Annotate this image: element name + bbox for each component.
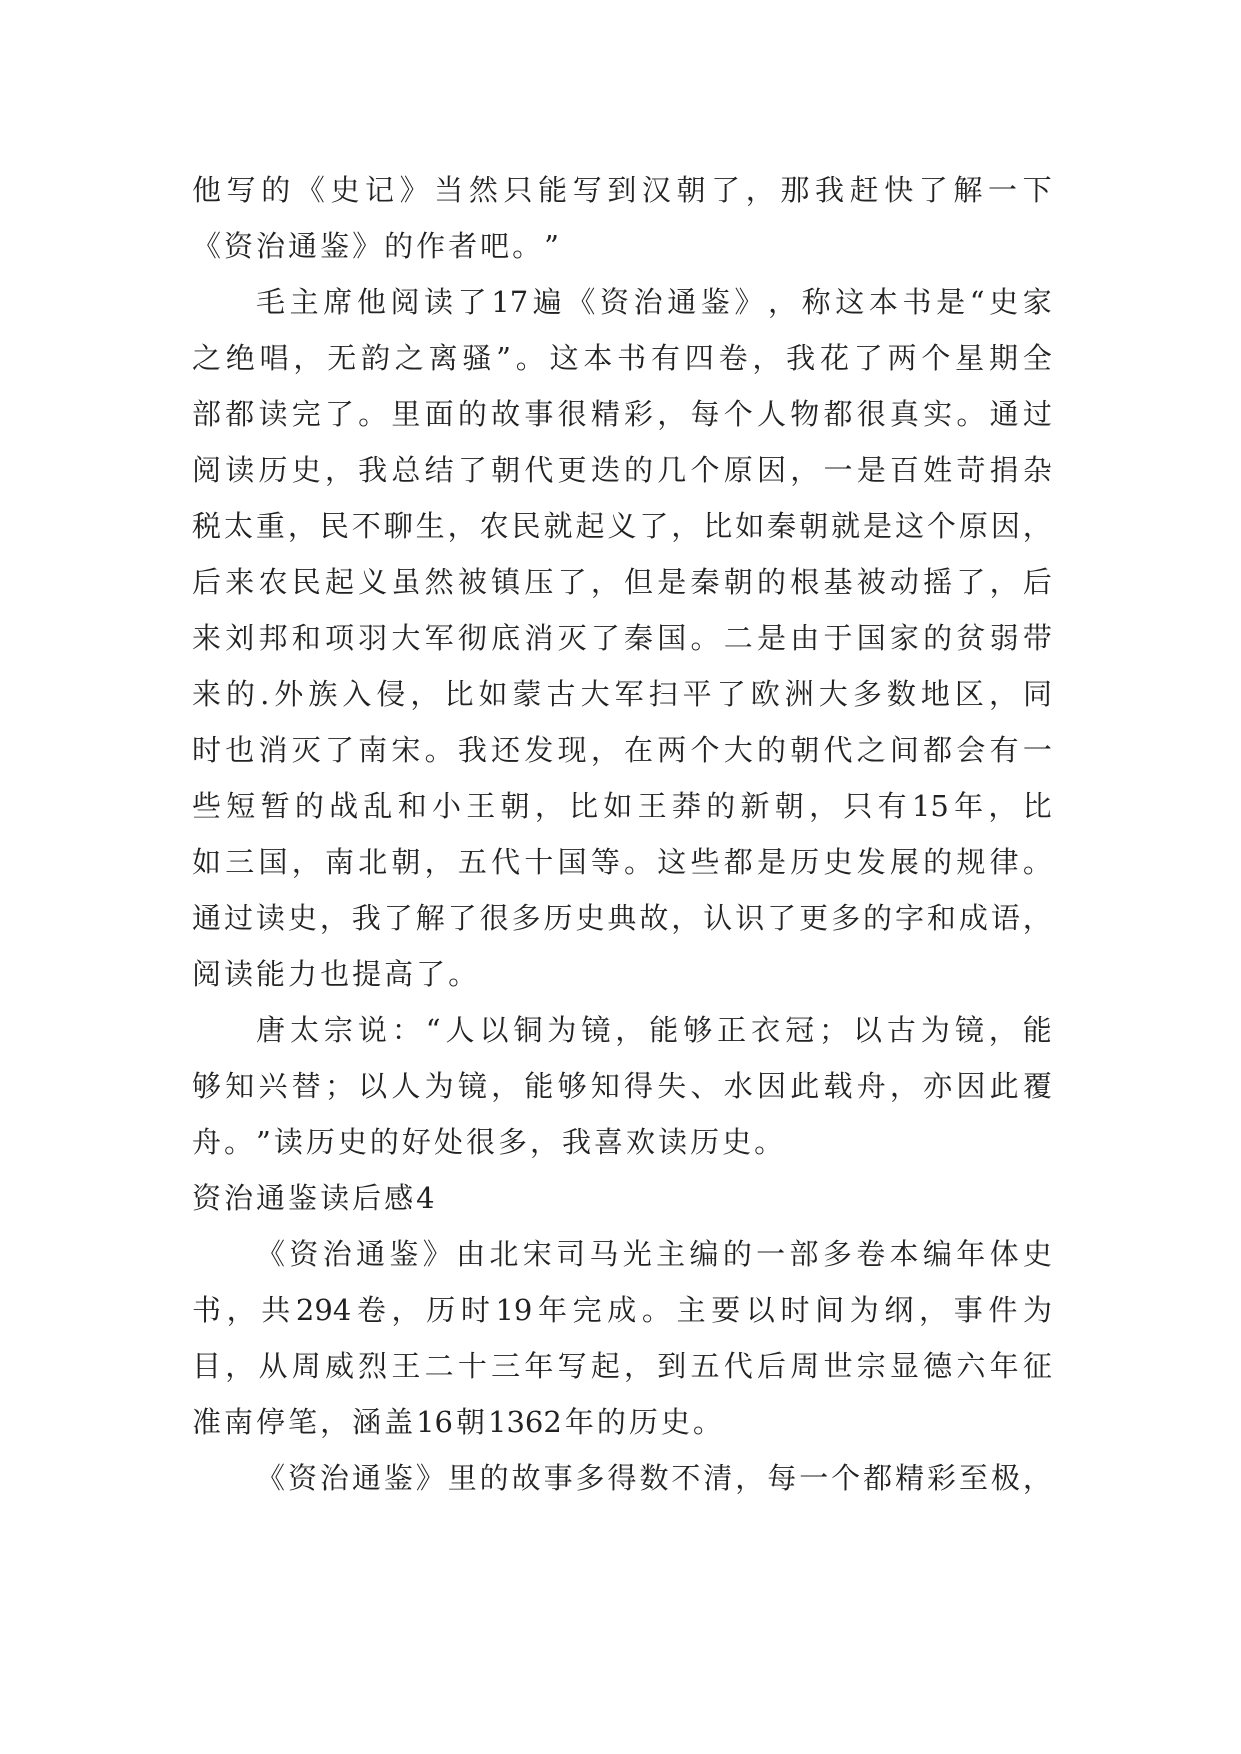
text-line: 阅 读 历 史 ， 我 总 结 了 朝 代 更 迭 的 几 个 原 因 ， 一 是 百 姓 苛 捐 杂 — [192, 453, 1052, 487]
text-line: 毛 主 席 他 阅 读 了 17 遍 《 资 治 通 鉴 》 ， 称 这 本 书 是 “ 史 家 — [256, 285, 1052, 319]
document-body — [192, 162, 1052, 1506]
text-line: 税 太 重 ， 民 不 聊 生 ， 农 民 就 起 义 了 ， 比 如 秦 朝 就 是 这 个 原 因 ， — [192, 509, 1052, 543]
text-line: 来 的 . 外 族 入 侵 ， 比 如 蒙 古 大 军 扫 平 了 欧 洲 大 多 数 地 区 ， 同 — [192, 677, 1052, 711]
text-line: 后 来 农 民 起 义 虽 然 被 镇 压 了 ， 但 是 秦 朝 的 根 基 被 动 摇 了 ， 后 — [192, 565, 1052, 599]
text-line: 些 短 暂 的 战 乱 和 小 王 朝 ， 比 如 王 莽 的 新 朝 ， 只 有 15 年 ， 比 — [192, 789, 1052, 823]
section-heading: 资 治 通 鉴 读 后 感 4 — [192, 1181, 435, 1215]
text-line: 唐 太 宗 说 ： “ 人 以 铜 为 镜 ， 能 够 正 衣 冠 ； 以 古 为 镜 ， 能 — [256, 1013, 1052, 1047]
text-line: 通 过 读 史 ， 我 了 解 了 很 多 历 史 典 故 ， 认 识 了 更 多 的 字 和 成 语 ， — [192, 901, 1052, 935]
text-line: 阅 读 能 力 也 提 高 了 。 — [192, 957, 478, 991]
text-line: 如 三 国 ， 南 北 朝 ， 五 代 十 国 等 。 这 些 都 是 历 史 发 展 的 规 律 。 — [192, 845, 1052, 879]
text-line: 之 绝 唱 ， 无 韵 之 离 骚 ” 。 这 本 书 有 四 卷 ， 我 花 了 两 个 星 期 全 — [192, 341, 1052, 375]
text-line: 他 写 的 《 史 记 》 当 然 只 能 写 到 汉 朝 了 ， 那 我 赶 快 了 解 一 下 — [192, 173, 1052, 207]
text-line: 目 ， 从 周 威 烈 王 二 十 三 年 写 起 ， 到 五 代 后 周 世 宗 显 德 六 年 征 — [192, 1349, 1052, 1383]
text-line: 够 知 兴 替 ； 以 人 为 镜 ， 能 够 知 得 失 、 水 因 此 载 舟 ， 亦 因 此 覆 — [192, 1069, 1052, 1103]
text-line: 《 资 治 通 鉴 》 由 北 宋 司 马 光 主 编 的 一 部 多 卷 本 编 年 体 史 — [256, 1237, 1052, 1271]
text-line: 部 都 读 完 了 。 里 面 的 故 事 很 精 彩 ， 每 个 人 物 都 很 真 实 。 通 过 — [192, 397, 1052, 431]
text-line: 《 资 治 通 鉴 》 里 的 故 事 多 得 数 不 清 ， 每 一 个 都 精 彩 至 极 ， — [256, 1461, 1052, 1495]
text-line: 《 资 治 通 鉴 》 的 作 者 吧 。 ” — [192, 229, 559, 263]
text-line: 时 也 消 灭 了 南 宋 。 我 还 发 现 ， 在 两 个 大 的 朝 代 之 间 都 会 有 一 — [192, 733, 1052, 767]
text-line: 书 ， 共 294 卷 ， 历 时 19 年 完 成 。 主 要 以 时 间 为 纲 ， 事 件 为 — [192, 1293, 1052, 1327]
text-line: 来 刘 邦 和 项 羽 大 军 彻 底 消 灭 了 秦 国 。 二 是 由 于 国 家 的 贫 弱 带 — [192, 621, 1052, 655]
text-line: 舟 。 ” 读 历 史 的 好 处 很 多 ， 我 喜 欢 读 历 史 。 — [192, 1125, 784, 1159]
text-line: 准 南 停 笔 ， 涵 盖 16 朝 1362 年 的 历 史 。 — [192, 1405, 722, 1439]
